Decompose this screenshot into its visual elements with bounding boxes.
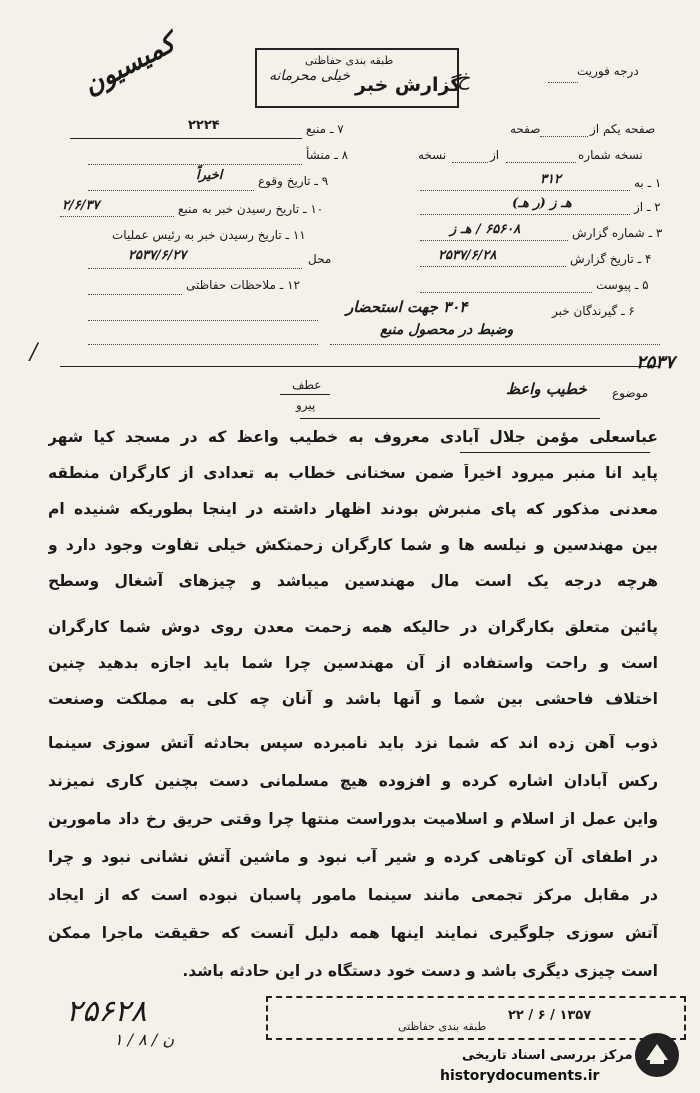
event-date-value: اخیراً — [196, 168, 223, 183]
copy-of-label: از — [490, 148, 500, 162]
notes-label: ۱۲ ـ ملاحظات حفاظتی — [186, 278, 300, 292]
source-line — [70, 138, 302, 139]
archive-logo — [632, 1030, 682, 1080]
archive-logo-icon — [632, 1030, 682, 1080]
page-of-label: صفحه — [510, 122, 541, 136]
body-line: اختلاف فاحشی بین شما و آنها باشد و آنان چه کلی به مملکت وصنعت — [48, 690, 658, 708]
footer-stamp-box — [266, 996, 686, 1040]
copy-of-line — [452, 162, 488, 163]
location-label: محل — [308, 252, 332, 266]
report-date-label: ۴ ـ تاریخ گزارش — [570, 252, 652, 266]
handwritten-annotation-top-left: کمیسیون — [78, 28, 181, 102]
left-margin-stroke: / — [30, 340, 38, 365]
classification-value: خیلی محرمانه — [269, 68, 351, 84]
subject-line — [300, 418, 600, 419]
body-line: عباسعلی مؤمن جلال آبادی معروف به خطیب واعظ که در مسجد کیا شهر — [48, 428, 658, 446]
body-line: معدنی مذکور که پای منبرش بودند اظهار داشته در اینجا بطوریکه شنیده ام — [48, 500, 658, 518]
body-line: هرچه درجه یک است مال مهندسین میباشد و چیزهای آشغال وسطح — [48, 572, 658, 590]
watermark-org: مرکز بررسی اسناد تاریخی — [462, 1048, 633, 1063]
header-separator — [60, 366, 660, 367]
body-line: ذوب آهن زده اند که شما نزد باید نامبرده سپس بحادثه آتش سوزی سینما — [48, 734, 658, 752]
report-title: گزارش خبر — [355, 74, 462, 96]
urgency-label: درجه فوریت — [577, 64, 639, 78]
source-label: ۷ ـ منبع — [306, 122, 344, 136]
origin-label: ۸ ـ منشأ — [306, 148, 349, 162]
origin-line — [88, 164, 302, 165]
from-value: هـ ز (ر هـ) — [512, 196, 572, 211]
body-line: رکس آبادان اشاره کرده و افزوده هیچ مسلمانی دست بچنین کاری نمیزند — [48, 772, 658, 790]
page-of-line — [540, 136, 588, 137]
attachment-label: ۵ ـ پیوست — [596, 278, 649, 292]
body-line: در مقابل مرکز تجمعی مانند سینما مامور پاسبان نبوده است که از ایجاد — [48, 886, 658, 904]
report-date-line — [420, 266, 566, 267]
copy-line — [506, 162, 576, 163]
report-date-value: ۲۵۳۷/۶/۲۸ — [438, 248, 497, 263]
watermark-url: historydocuments.ir — [440, 1068, 600, 1084]
receipt-ops-label: ۱۱ ـ تاریخ رسیدن خبر به رئیس عملیات — [112, 228, 306, 242]
receipt-source-line — [60, 216, 174, 217]
to-line — [420, 190, 630, 191]
event-date-label: ۹ ـ تاریخ وقوع — [258, 174, 329, 188]
body-line: پاید انا منبر میرود اخیراً ضمن سخنانی خطاب به تعدادی از کارگران منطقه — [48, 464, 658, 482]
extra-line-2 — [88, 344, 318, 345]
location-value: ۲۵۳۷/۶/۲۷ — [128, 248, 187, 263]
recipients-value-2: وضبط در محصول منبع — [380, 322, 514, 338]
page-label: صفحه یکم از — [590, 122, 656, 136]
report-number-value: ۶۵۶۰۸ / هـ ز — [450, 222, 521, 237]
notes-line — [88, 294, 182, 295]
body-line: پائین متعلق بکارگران در حالیکه همه زحمت معدن روی دوش شما کارگران — [48, 618, 658, 636]
to-value: ۳۱۲ — [540, 172, 561, 187]
recipients-label: ۶ ـ گیرندگان خبر — [552, 304, 635, 318]
recipients-line — [330, 344, 660, 345]
source-value: ۲۲۲۴ — [188, 118, 220, 133]
attachment-line — [420, 292, 592, 293]
handwritten-number: ۲۵۶۲۸ — [66, 994, 147, 1029]
urgency-line — [548, 82, 578, 83]
body-line: بین مهندسین و نیلسه ها و شما کارگران زحمتکش خیلی تفاوت وجود دارد و — [48, 536, 658, 554]
body-line: است و راحت واستفاده از آن مهندسین چرا شما باید اجازه بدهید چنین — [48, 654, 658, 672]
footer-stamp-date: ۱۳۵۷ / ۶ / ۲۲ — [508, 1008, 592, 1023]
report-number-line — [420, 240, 568, 241]
reference-divider — [280, 394, 330, 395]
subject-label: موضوع — [612, 386, 649, 400]
to-label: ۱ ـ به — [634, 176, 662, 190]
body-line: آتش سوزی جلوگیری نمایند اینها همه دلیل آنست که حقیقت ماجرا ممکن — [48, 924, 658, 942]
extra-line-1 — [88, 320, 318, 321]
receipt-source-value: ۲/۶/۳۷ — [62, 198, 100, 213]
body-line: در اطفای آن کوتاهی کرده و شیر آب نبود و ماشین آتش نشانی نبود و چرا — [48, 848, 658, 866]
report-number-label: ۳ ـ شماره گزارش — [572, 226, 663, 240]
subject-value: خطیب واعظ — [506, 380, 587, 398]
copy-label: نسخه شماره — [578, 148, 643, 162]
reference-top-label: عطف — [292, 378, 322, 392]
location-line — [88, 268, 302, 269]
from-label: ۲ ـ از — [634, 200, 661, 214]
from-line — [420, 214, 630, 215]
title-side-mark: خ — [457, 66, 470, 90]
receipt-source-label: ۱۰ ـ تاریخ رسیدن خبر به منبع — [178, 202, 324, 216]
event-date-line — [88, 190, 254, 191]
handwritten-small: ن / ۸ / ۱ — [114, 1030, 175, 1049]
classification-label: طبقه بندی حفاظتی — [305, 54, 394, 67]
footer-stamp-label: طبقه بندی حفاظتی — [398, 1020, 487, 1033]
reference-bottom-label: پیرو — [296, 398, 316, 412]
body-line: است چیزی دیگری باشد و دست خود دستگاه در این حادثه باشد. — [182, 962, 658, 980]
body-underline-1 — [460, 452, 650, 453]
copy-unit-label: نسخه — [418, 148, 447, 162]
body-line: واین عمل از اسلام و اسلامیت بدوراست منتها چرا وقتی حریق رخ داد مامورین — [48, 810, 658, 828]
report-title-box — [255, 48, 462, 108]
handwritten-mark-subject: ۲۵۳۷ — [636, 352, 675, 373]
recipients-value: ۳۰۴ جهت استحضار — [346, 298, 468, 316]
